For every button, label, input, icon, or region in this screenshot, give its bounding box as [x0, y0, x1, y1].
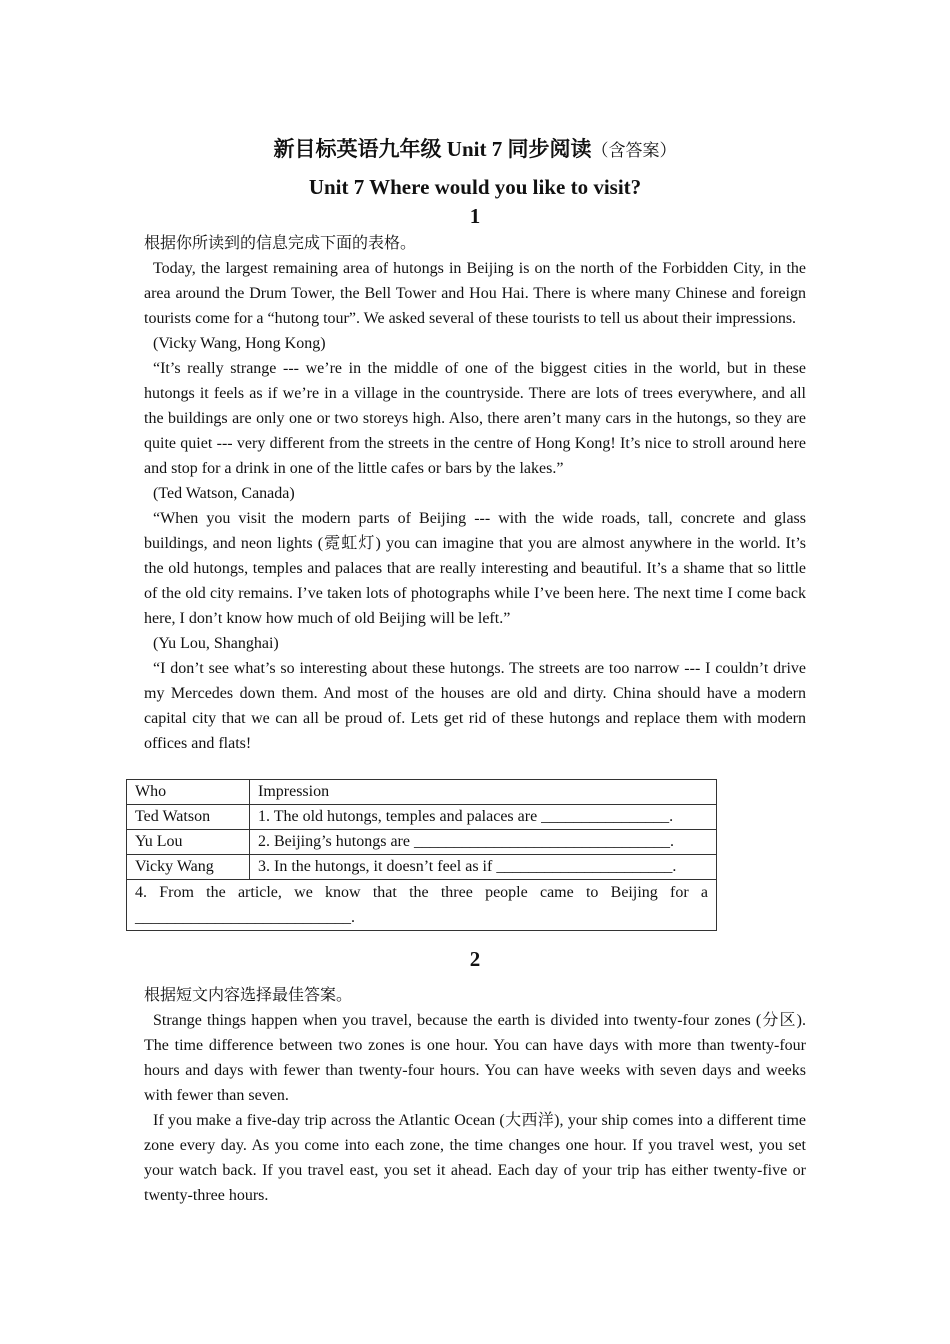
header-who: Who — [127, 780, 250, 805]
section-1-body — [144, 231, 806, 756]
cell-impression: 2. Beijing’s hutongs are ________________________________. — [250, 830, 717, 855]
section-2-instruction: 根据短文内容选择最佳答案。 — [144, 987, 353, 1004]
section-2-number: 2 — [469, 947, 481, 971]
header-impression: Impression — [250, 780, 717, 805]
cell-impression: 1. The old hutongs, temples and palaces are ________________. — [250, 805, 717, 830]
unit-subtitle: Unit 7 Where would you like to visit? — [308, 175, 642, 199]
quote-yu-lou: “I don’t see what’s so interesting about these hutongs. The streets are too narrow --- I couldn’t drive my Mercedes down them. And most of the houses are old and dirty. China should have a modern capital city that we can all be proud of. Lets get rid of these hutongs and replace them with modern offices and flats! — [144, 660, 806, 752]
speaker-vicky-wang: (Vicky Wang, Hong Kong) — [153, 335, 326, 352]
document-title — [0, 134, 950, 166]
quote-ted-watson: “When you visit the modern parts of Beijing --- with the wide roads, tall, concrete and glass buildings, and neon lights (霓虹灯) you can imagine that you are almost anywhere in the world. It’s the old hutongs, temples and palaces that are really interesting and beautiful. It’s a shame that so little of the old city remains. I’ve taken lots of photographs while I’ve been here. The next time I come back here, I don’t know how much of old Beijing will be left.” — [144, 510, 806, 627]
table-header-row — [127, 780, 717, 805]
table-row — [127, 855, 717, 880]
cell-who: Vicky Wang — [127, 855, 250, 880]
table-row — [127, 805, 717, 830]
cell-who: Ted Watson — [127, 805, 250, 830]
section-2-body — [144, 983, 806, 1208]
title-text: 新目标英语九年级 Unit 7 同步阅读 — [273, 137, 592, 161]
quote-vicky-wang: “It’s really strange --- we’re in the middle of one of the biggest cities in the world, but in these hutongs it feels as if we’re in a village in the countryside. There are lots of trees everywhere, and all the buildings are only one or two storeys high. Also, there aren’t many cars in the hutongs, so they are quite quiet --- very different from the streets in the centre of Hong Kong! It’s nice to stroll around here and stop for a drink in one of the little cafes or bars by the lakes.” — [144, 360, 806, 477]
section-1-number: 1 — [469, 204, 481, 228]
impression-table — [126, 779, 717, 931]
speaker-yu-lou: (Yu Lou, Shanghai) — [153, 635, 279, 652]
intro-paragraph: Today, the largest remaining area of hutongs in Beijing is on the north of the Forbidden City, in the area around the Drum Tower, the Bell Tower and Hou Hai. There is where many Chinese and foreign tourists come for a “hutong tour”. We asked several of these tourists to tell us about their impressions. — [144, 260, 806, 327]
speaker-ted-watson: (Ted Watson, Canada) — [153, 485, 295, 502]
table-row — [127, 830, 717, 855]
cell-impression: 3. In the hutongs, it doesn’t feel as if ______________________. — [250, 855, 717, 880]
time-zones-paragraph-1: Strange things happen when you travel, because the earth is divided into twenty-four zones (分区). The time difference between two zones is one hour. You can have days with more than twenty-four hours and days with fewer than twenty-four hours. You can have weeks with seven days and weeks with fewer than seven. — [144, 1012, 806, 1104]
title-note: （含答案） — [591, 141, 677, 160]
section-1-instruction: 根据你所读到的信息完成下面的表格。 — [144, 235, 417, 252]
question-4-cell: 4. From the article, we know that the three people came to Beijing for a ___________________________. — [127, 880, 717, 931]
table-full-row — [127, 880, 717, 931]
cell-who: Yu Lou — [127, 830, 250, 855]
time-zones-paragraph-2: If you make a five-day trip across the Atlantic Ocean (大西洋), your ship comes into a different time zone every day. As you come into each zone, the time changes one hour. If you travel west, you set your watch back. If you travel east, you set it ahead. Each day of your trip has either twenty-five or twenty-three hours. — [144, 1112, 806, 1204]
